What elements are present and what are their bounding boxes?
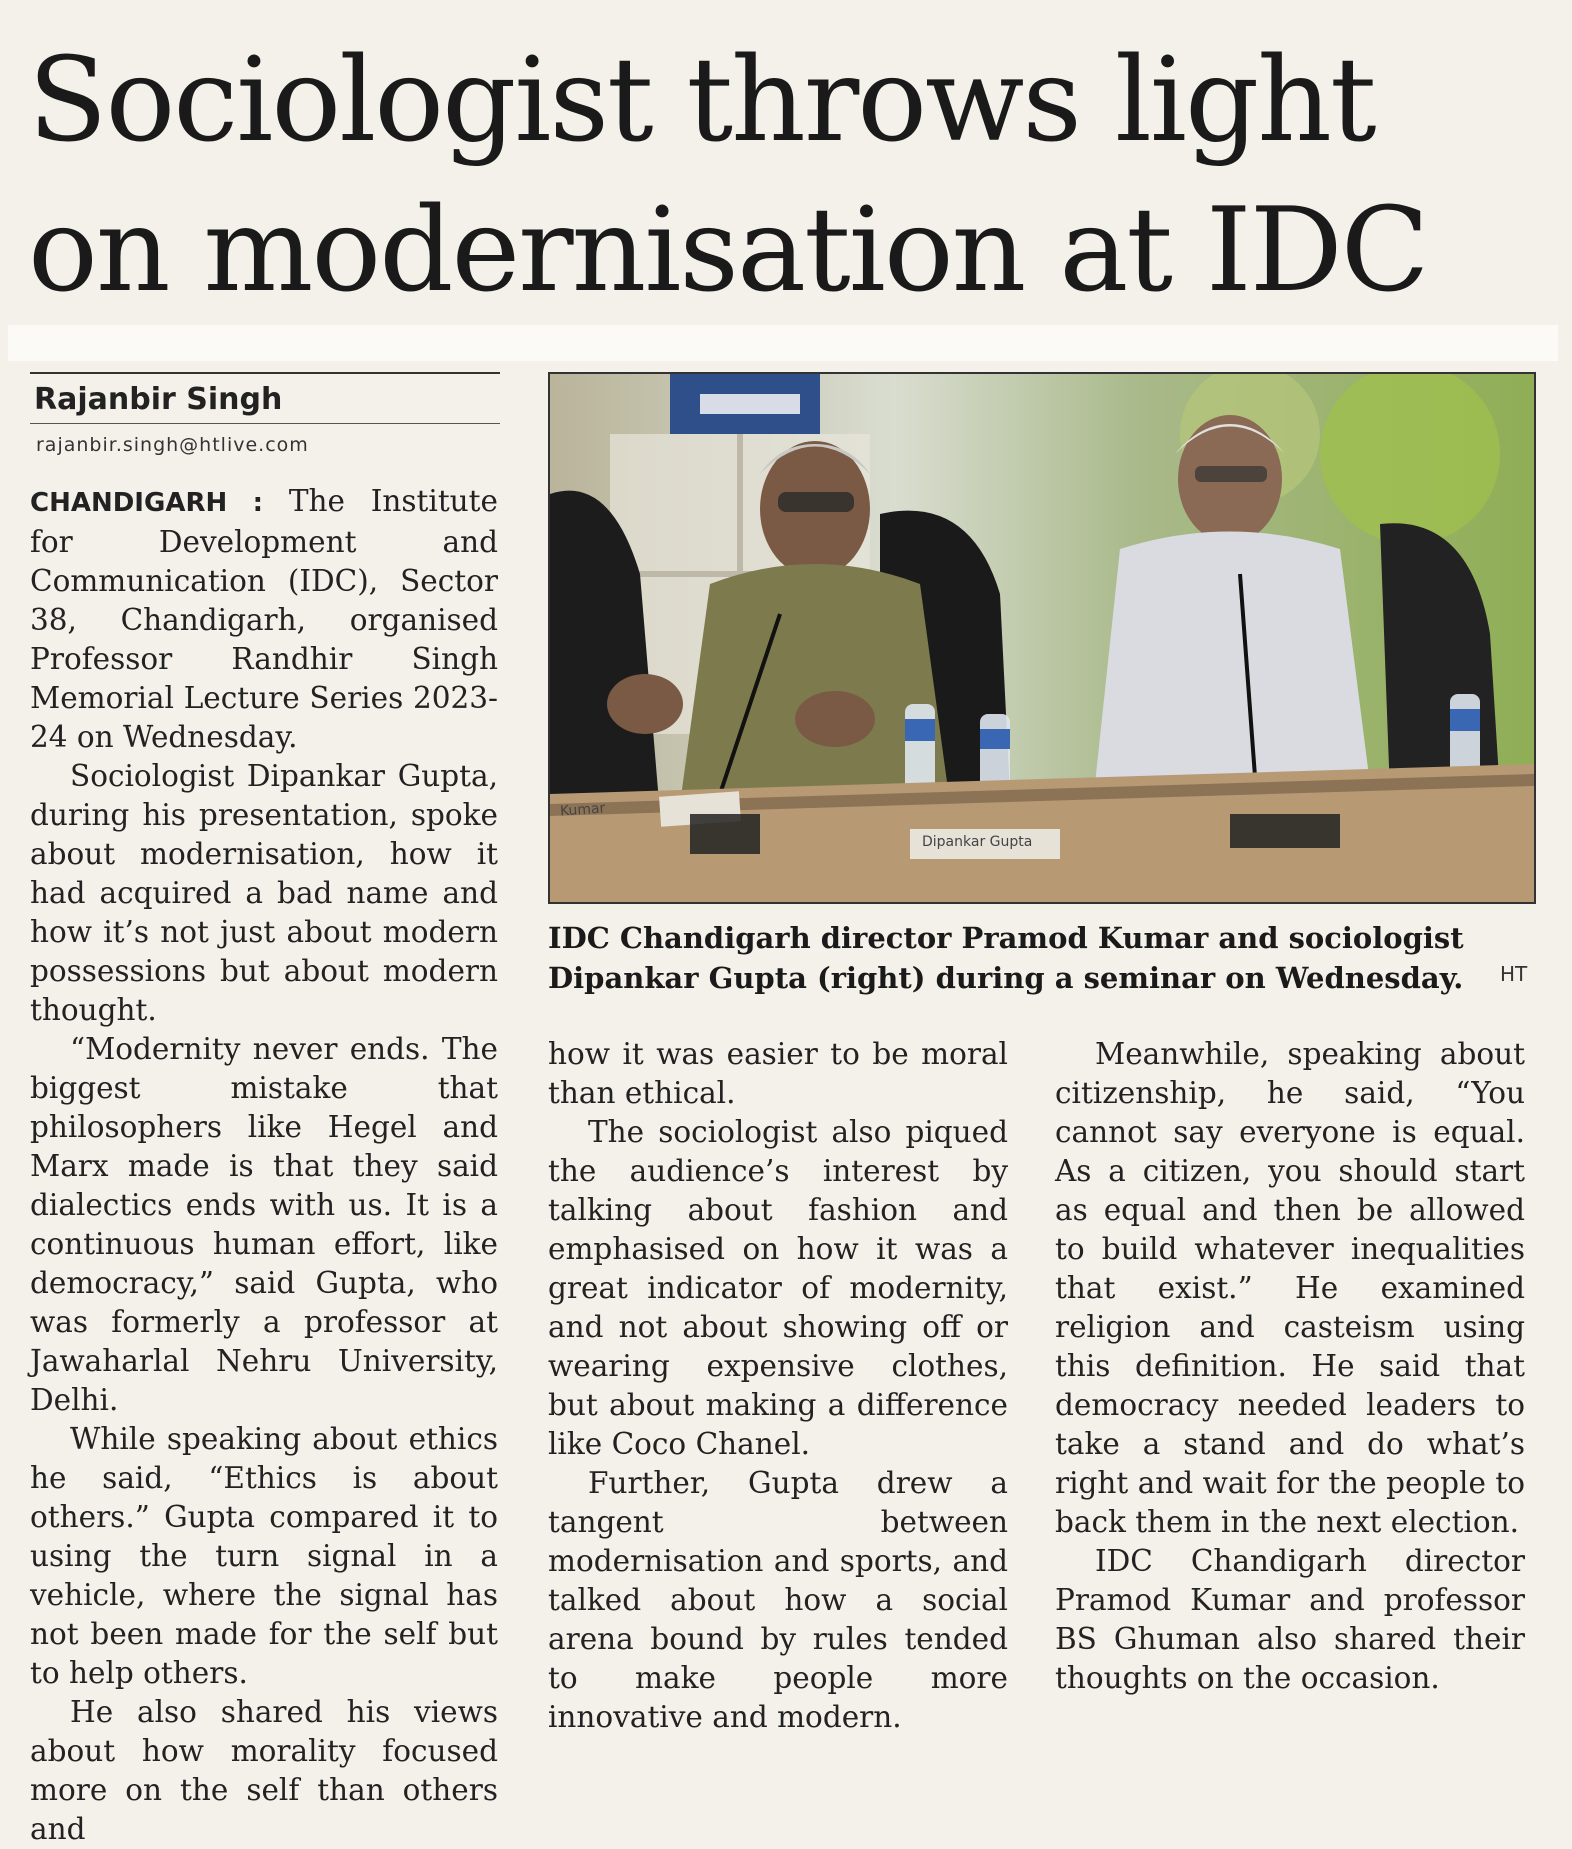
paragraph-text: The Institute for Development and Communication (IDC), Sector 38, Chandigarh, organised Professor Randhir Singh Memorial Lecture Series 2023-24 on Wednesday. — [30, 484, 498, 754]
dateline: CHANDIGARH : — [30, 488, 264, 518]
article-column-3 — [1055, 1035, 1525, 1698]
article-paragraph: He also shared his views about how morality focused more on the self than others and — [30, 1695, 498, 1846]
seminar-photo-illustration — [550, 374, 1534, 902]
article-paragraph — [30, 482, 498, 757]
article-paragraph: Sociologist Dipankar Gupta, during his presentation, spoke about modernisation, how it had acquired a bad name and how it’s not just about modern possessions but about modern thought. — [30, 759, 498, 1027]
photo-credit: HT — [1500, 962, 1528, 986]
article-paragraph: “Modernity never ends. The biggest mistake that philosophers like Hegel and Marx made is that they said dialectics ends with us. It is a continuous human effort, like democracy,” said Gupta, who was formerly a professor at Jawaharlal Nehru University, Delhi. — [30, 1032, 498, 1417]
news-photo — [548, 372, 1536, 904]
article-column-2 — [548, 1035, 1008, 1737]
header-separator — [8, 325, 1558, 361]
headline-line-1: Sociologist throws light — [28, 33, 1375, 168]
article-paragraph: Further, Gupta drew a tangent between modernisation and sports, and talked about how a social arena bound by rules tended to make people more innovative and modern. — [548, 1466, 1008, 1734]
nameplate-left: Kumar — [559, 800, 606, 820]
headline-line-2: on modernisation at IDC — [28, 183, 1428, 318]
article-column-1 — [30, 482, 498, 1849]
byline-email: rajanbir.singh@htlive.com — [36, 434, 309, 456]
article-paragraph: Meanwhile, speaking about citizenship, he said, “You cannot say everyone is equal. As a citizen, you should start as equal and then be allowed to build whatever inequalities that exist.” He examined religion and casteism using this definition. He said that democracy needed leaders to take a stand and do what’s right and wait for the people to back them in the next election. — [1055, 1037, 1525, 1539]
article-paragraph: While speaking about ethics he said, “Ethics is about others.” Gupta compared it to using the turn signal in a vehicle, where the signal has not been made for the self but to help others. — [30, 1422, 498, 1690]
nameplate-right: Dipankar Gupta — [922, 834, 1033, 850]
byline-name: Rajanbir Singh — [34, 382, 283, 417]
photo-caption: IDC Chandigarh director Pramod Kumar and sociologist Dipankar Gupta (right) during a seminar on Wednesday. — [548, 921, 1464, 995]
article-paragraph: how it was easier to be moral than ethical. — [548, 1037, 1008, 1110]
byline — [30, 372, 500, 456]
article-paragraph: IDC Chandigarh director Pramod Kumar and professor BS Ghuman also shared their thoughts on the occasion. — [1055, 1544, 1525, 1695]
article-paragraph: The sociologist also piqued the audience’s interest by talking about fashion and emphasised on how it was a great indicator of modernity, and not about showing off or wearing expensive clothes, but about making a difference like Coco Chanel. — [548, 1115, 1008, 1461]
headline — [28, 26, 1448, 326]
